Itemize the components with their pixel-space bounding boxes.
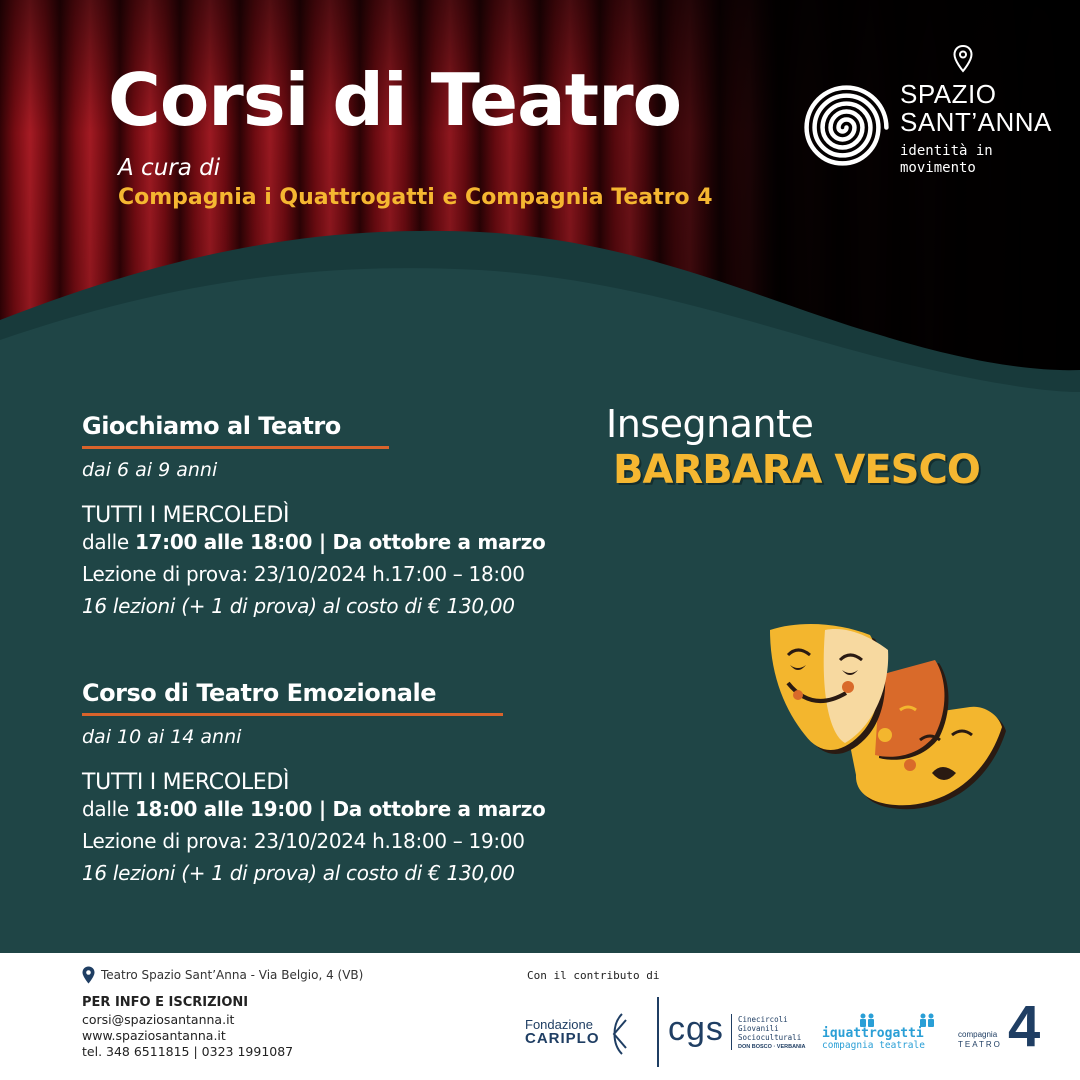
curated-by-companies: Compagnia i Quattrogatti e Compagnia Teatro 4 — [118, 185, 713, 210]
theatre-masks-icon — [760, 615, 1010, 815]
course-price: 16 lezioni (+ 1 di prova) al costo di € 130,00 — [82, 861, 515, 885]
course-block — [82, 679, 546, 885]
teatro4-label-bottom: TEATRO — [958, 1040, 1002, 1049]
cgs-subtitle — [738, 1015, 801, 1042]
teatro4-label-top: compagnia — [958, 1030, 998, 1039]
course-title: Corso di Teatro Emozionale — [82, 679, 436, 707]
title-underline — [82, 713, 503, 716]
cgs-divider — [731, 1014, 732, 1050]
title-underline — [82, 446, 389, 449]
spiral-logo-icon — [795, 80, 890, 175]
course-title: Giochiamo al Teatro — [82, 412, 341, 440]
course-time-range: 17:00 alle 18:00 | Da ottobre a marzo — [134, 530, 546, 554]
course-block — [82, 412, 546, 618]
course-time — [82, 530, 546, 554]
quattrogatti-subtitle: compagnia teatrale — [822, 1040, 925, 1051]
logo-tagline-line2: movimento — [900, 160, 976, 176]
teatro4-number: 4 — [1008, 994, 1041, 1059]
contribution-label: Con il contributo di — [527, 969, 660, 982]
teacher-label: Insegnante — [606, 402, 814, 446]
course-age: dai 10 ai 14 anni — [82, 726, 242, 748]
course-age: dai 6 ai 9 anni — [82, 459, 218, 481]
map-pin-icon — [952, 44, 974, 74]
logo-tagline — [900, 143, 993, 177]
cgs-sub1: Cinecircoli — [738, 1015, 788, 1024]
page-title: Corsi di Teatro — [108, 58, 682, 142]
quattrogatti-logo: iquattrogatti — [822, 1026, 924, 1041]
address-row — [82, 966, 363, 984]
logo-name-line1: SPAZIO — [900, 79, 997, 109]
course-trial: Lezione di prova: 23/10/2024 h.18:00 – 19:00 — [82, 829, 525, 853]
course-days: TUTTI I MERCOLEDÌ — [82, 770, 290, 795]
logo-tagline-line1: identità in — [900, 143, 993, 159]
course-time-range: 18:00 alle 19:00 | Da ottobre a marzo — [134, 797, 546, 821]
cgs-sub4: DON BOSCO · VERBANIA — [738, 1044, 806, 1050]
cariplo-mark-icon — [608, 1010, 632, 1058]
curated-by-label: A cura di — [118, 155, 221, 181]
contact-email[interactable]: corsi@spaziosantanna.it — [82, 1012, 235, 1027]
logo-name — [900, 80, 1052, 136]
contact-phone: tel. 348 6511815 | 0323 1991087 — [82, 1044, 294, 1059]
cariplo-line2: CARIPLO — [525, 1030, 600, 1047]
location-pin-icon — [82, 966, 95, 984]
cariplo-line1: Fondazione — [525, 1017, 593, 1032]
course-trial: Lezione di prova: 23/10/2024 h.17:00 – 18:00 — [82, 562, 525, 586]
logo-name-line2: SANT’ANNA — [900, 107, 1052, 137]
cariplo-logo — [525, 1018, 600, 1046]
course-time-prefix: dalle — [82, 530, 129, 554]
contact-website[interactable]: www.spaziosantanna.it — [82, 1028, 226, 1043]
cgs-sub3: Socioculturali — [738, 1033, 802, 1042]
sponsor-divider — [657, 997, 659, 1067]
cgs-logo: cgs — [668, 1010, 724, 1048]
course-time — [82, 797, 546, 821]
quattrogatti-figures-icon — [858, 1013, 938, 1027]
cgs-sub2: Giovanili — [738, 1024, 779, 1033]
course-time-prefix: dalle — [82, 797, 129, 821]
info-title: PER INFO E ISCRIZIONI — [82, 995, 249, 1010]
course-days: TUTTI I MERCOLEDÌ — [82, 503, 290, 528]
footer-address: Teatro Spazio Sant’Anna - Via Belgio, 4 (VB) — [101, 968, 364, 982]
teacher-name: BARBARA VESCO — [613, 447, 980, 493]
course-price: 16 lezioni (+ 1 di prova) al costo di € 130,00 — [82, 594, 515, 618]
